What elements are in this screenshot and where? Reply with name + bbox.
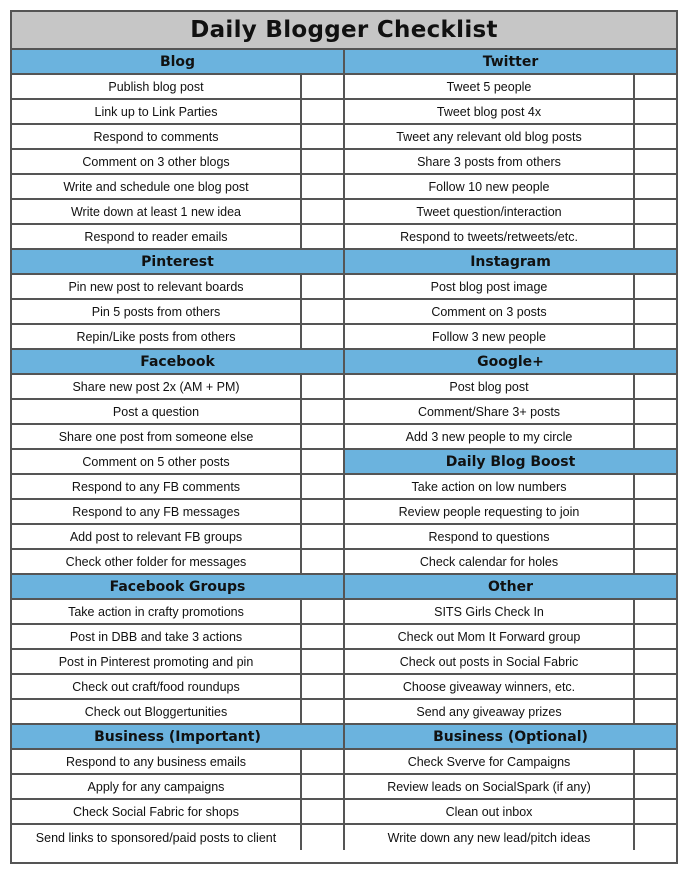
right-column bbox=[345, 50, 676, 850]
checklist-row bbox=[12, 325, 343, 350]
checklist-row bbox=[345, 800, 676, 825]
check-box[interactable] bbox=[302, 325, 343, 348]
left-column bbox=[12, 50, 345, 850]
checklist-row bbox=[12, 125, 343, 150]
check-box[interactable] bbox=[302, 225, 343, 248]
checklist-row bbox=[345, 100, 676, 125]
task-label: Respond to any FB messages bbox=[12, 500, 302, 523]
check-box[interactable] bbox=[635, 75, 676, 98]
task-label: Respond to tweets/retweets/etc. bbox=[345, 225, 635, 248]
task-label: Send any giveaway prizes bbox=[345, 700, 635, 723]
checklist-row bbox=[12, 700, 343, 725]
task-label: Tweet blog post 4x bbox=[345, 100, 635, 123]
check-box[interactable] bbox=[302, 650, 343, 673]
checklist-row bbox=[345, 500, 676, 525]
check-box[interactable] bbox=[302, 775, 343, 798]
task-label: Tweet any relevant old blog posts bbox=[345, 125, 635, 148]
checklist-row bbox=[345, 125, 676, 150]
task-label: Post a question bbox=[12, 400, 302, 423]
checklist-row bbox=[12, 300, 343, 325]
check-box[interactable] bbox=[302, 475, 343, 498]
task-label: Send links to sponsored/paid posts to client bbox=[12, 825, 302, 850]
checklist-row bbox=[345, 225, 676, 250]
check-box[interactable] bbox=[302, 375, 343, 398]
checklist-row bbox=[12, 75, 343, 100]
section-header-instagram: Instagram bbox=[345, 250, 676, 275]
task-label: Tweet 5 people bbox=[345, 75, 635, 98]
checklist-row bbox=[12, 150, 343, 175]
check-box[interactable] bbox=[635, 475, 676, 498]
check-box[interactable] bbox=[635, 200, 676, 223]
task-label: Check out craft/food roundups bbox=[12, 675, 302, 698]
checklist-row bbox=[12, 825, 343, 850]
task-label: Check out Mom It Forward group bbox=[345, 625, 635, 648]
task-label: Clean out inbox bbox=[345, 800, 635, 823]
section-header-google: Google+ bbox=[345, 350, 676, 375]
section-header-business-optional: Business (Optional) bbox=[345, 725, 676, 750]
checklist-row bbox=[345, 625, 676, 650]
check-box[interactable] bbox=[302, 125, 343, 148]
check-box[interactable] bbox=[302, 825, 343, 850]
check-box[interactable] bbox=[635, 375, 676, 398]
checklist-row bbox=[345, 475, 676, 500]
checklist-row bbox=[345, 750, 676, 775]
task-label: Respond to comments bbox=[12, 125, 302, 148]
task-label: Repin/Like posts from others bbox=[12, 325, 302, 348]
task-label: Add post to relevant FB groups bbox=[12, 525, 302, 548]
checklist-row bbox=[12, 375, 343, 400]
checklist-row bbox=[12, 775, 343, 800]
check-box[interactable] bbox=[302, 800, 343, 823]
check-box[interactable] bbox=[302, 550, 343, 573]
task-label: Pin 5 posts from others bbox=[12, 300, 302, 323]
checklist-row bbox=[345, 425, 676, 450]
task-label: Check out posts in Social Fabric bbox=[345, 650, 635, 673]
checklist-row bbox=[12, 675, 343, 700]
check-box[interactable] bbox=[302, 275, 343, 298]
checklist-row bbox=[12, 450, 343, 475]
check-box[interactable] bbox=[635, 550, 676, 573]
task-label: Post blog post bbox=[345, 375, 635, 398]
section-header-daily-blog-boost: Daily Blog Boost bbox=[345, 450, 676, 475]
task-label: Write down any new lead/pitch ideas bbox=[345, 825, 635, 850]
task-label: Comment/Share 3+ posts bbox=[345, 400, 635, 423]
task-label: Choose giveaway winners, etc. bbox=[345, 675, 635, 698]
check-box[interactable] bbox=[635, 775, 676, 798]
checklist-row bbox=[345, 300, 676, 325]
check-box[interactable] bbox=[302, 625, 343, 648]
check-box[interactable] bbox=[302, 75, 343, 98]
check-box[interactable] bbox=[635, 100, 676, 123]
check-box[interactable] bbox=[302, 525, 343, 548]
task-label: Check other folder for messages bbox=[12, 550, 302, 573]
checklist-row bbox=[12, 500, 343, 525]
check-box[interactable] bbox=[635, 400, 676, 423]
checklist-row bbox=[345, 75, 676, 100]
check-box[interactable] bbox=[302, 150, 343, 173]
section-header-twitter: Twitter bbox=[345, 50, 676, 75]
section-header-facebook: Facebook bbox=[12, 350, 343, 375]
checklist-row bbox=[345, 325, 676, 350]
task-label: Post in DBB and take 3 actions bbox=[12, 625, 302, 648]
task-label: Post in Pinterest promoting and pin bbox=[12, 650, 302, 673]
task-label: Post blog post image bbox=[345, 275, 635, 298]
check-box[interactable] bbox=[302, 400, 343, 423]
check-box[interactable] bbox=[635, 325, 676, 348]
section-header-pinterest: Pinterest bbox=[12, 250, 343, 275]
check-box[interactable] bbox=[635, 300, 676, 323]
task-label: Review leads on SocialSpark (if any) bbox=[345, 775, 635, 798]
task-label: Comment on 3 other blogs bbox=[12, 150, 302, 173]
task-label: Review people requesting to join bbox=[345, 500, 635, 523]
task-label: Follow 3 new people bbox=[345, 325, 635, 348]
checklist-row bbox=[12, 425, 343, 450]
check-box[interactable] bbox=[635, 650, 676, 673]
task-label: Share new post 2x (AM + PM) bbox=[12, 375, 302, 398]
checklist-row bbox=[345, 200, 676, 225]
check-box[interactable] bbox=[302, 300, 343, 323]
task-label: Respond to any FB comments bbox=[12, 475, 302, 498]
task-label: Respond to reader emails bbox=[12, 225, 302, 248]
task-label: SITS Girls Check In bbox=[345, 600, 635, 623]
task-label: Comment on 5 other posts bbox=[12, 450, 302, 473]
checklist-sheet bbox=[10, 10, 678, 864]
checklist-row bbox=[12, 475, 343, 500]
checklist-row bbox=[345, 400, 676, 425]
check-box[interactable] bbox=[302, 200, 343, 223]
checklist-row bbox=[345, 675, 676, 700]
section-header-business-important: Business (Important) bbox=[12, 725, 343, 750]
task-label: Check Social Fabric for shops bbox=[12, 800, 302, 823]
check-box[interactable] bbox=[635, 700, 676, 723]
checklist-row bbox=[12, 750, 343, 775]
check-box[interactable] bbox=[635, 625, 676, 648]
section-header-other: Other bbox=[345, 575, 676, 600]
check-box[interactable] bbox=[635, 800, 676, 823]
check-box[interactable] bbox=[302, 700, 343, 723]
checklist-row bbox=[12, 650, 343, 675]
check-box[interactable] bbox=[302, 100, 343, 123]
task-label: Check calendar for holes bbox=[345, 550, 635, 573]
check-box[interactable] bbox=[635, 125, 676, 148]
check-box[interactable] bbox=[635, 425, 676, 448]
check-box[interactable] bbox=[302, 600, 343, 623]
check-box[interactable] bbox=[635, 525, 676, 548]
task-label: Check out Bloggertunities bbox=[12, 700, 302, 723]
checklist-row bbox=[345, 825, 676, 850]
checklist-row bbox=[12, 175, 343, 200]
checklist-row bbox=[345, 275, 676, 300]
checklist-row bbox=[345, 375, 676, 400]
checklist-row bbox=[345, 550, 676, 575]
checklist-row bbox=[12, 100, 343, 125]
checklist-row bbox=[345, 175, 676, 200]
checklist-row bbox=[345, 150, 676, 175]
check-box[interactable] bbox=[635, 750, 676, 773]
task-label: Take action on low numbers bbox=[345, 475, 635, 498]
check-box[interactable] bbox=[302, 450, 343, 473]
task-label: Publish blog post bbox=[12, 75, 302, 98]
task-label: Check Sverve for Campaigns bbox=[345, 750, 635, 773]
task-label: Share 3 posts from others bbox=[345, 150, 635, 173]
check-box[interactable] bbox=[635, 600, 676, 623]
task-label: Follow 10 new people bbox=[345, 175, 635, 198]
section-header-blog: Blog bbox=[12, 50, 343, 75]
checklist-row bbox=[345, 600, 676, 625]
task-label: Share one post from someone else bbox=[12, 425, 302, 448]
check-box[interactable] bbox=[635, 225, 676, 248]
task-label: Apply for any campaigns bbox=[12, 775, 302, 798]
checklist-row bbox=[345, 650, 676, 675]
checklist-row bbox=[12, 225, 343, 250]
check-box[interactable] bbox=[302, 500, 343, 523]
checklist-row bbox=[345, 525, 676, 550]
check-box[interactable] bbox=[635, 275, 676, 298]
check-box[interactable] bbox=[635, 500, 676, 523]
checklist-row bbox=[12, 400, 343, 425]
checklist-row bbox=[12, 200, 343, 225]
section-header-facebook-groups: Facebook Groups bbox=[12, 575, 343, 600]
check-box[interactable] bbox=[635, 150, 676, 173]
task-label: Respond to any business emails bbox=[12, 750, 302, 773]
checklist-row bbox=[12, 525, 343, 550]
check-box[interactable] bbox=[635, 675, 676, 698]
checklist-row bbox=[345, 775, 676, 800]
task-label: Write down at least 1 new idea bbox=[12, 200, 302, 223]
task-label: Tweet question/interaction bbox=[345, 200, 635, 223]
checklist-row bbox=[12, 275, 343, 300]
check-box[interactable] bbox=[302, 425, 343, 448]
task-label: Respond to questions bbox=[345, 525, 635, 548]
checklist-row bbox=[12, 550, 343, 575]
check-box[interactable] bbox=[302, 750, 343, 773]
task-label: Link up to Link Parties bbox=[12, 100, 302, 123]
check-box[interactable] bbox=[302, 675, 343, 698]
page-title: Daily Blogger Checklist bbox=[12, 12, 676, 50]
task-label: Take action in crafty promotions bbox=[12, 600, 302, 623]
checklist-row bbox=[12, 625, 343, 650]
task-label: Add 3 new people to my circle bbox=[345, 425, 635, 448]
checklist-row bbox=[345, 700, 676, 725]
check-box[interactable] bbox=[635, 825, 676, 850]
checklist-row bbox=[12, 600, 343, 625]
check-box[interactable] bbox=[302, 175, 343, 198]
task-label: Comment on 3 posts bbox=[345, 300, 635, 323]
task-label: Write and schedule one blog post bbox=[12, 175, 302, 198]
checklist-row bbox=[12, 800, 343, 825]
task-label: Pin new post to relevant boards bbox=[12, 275, 302, 298]
check-box[interactable] bbox=[635, 175, 676, 198]
